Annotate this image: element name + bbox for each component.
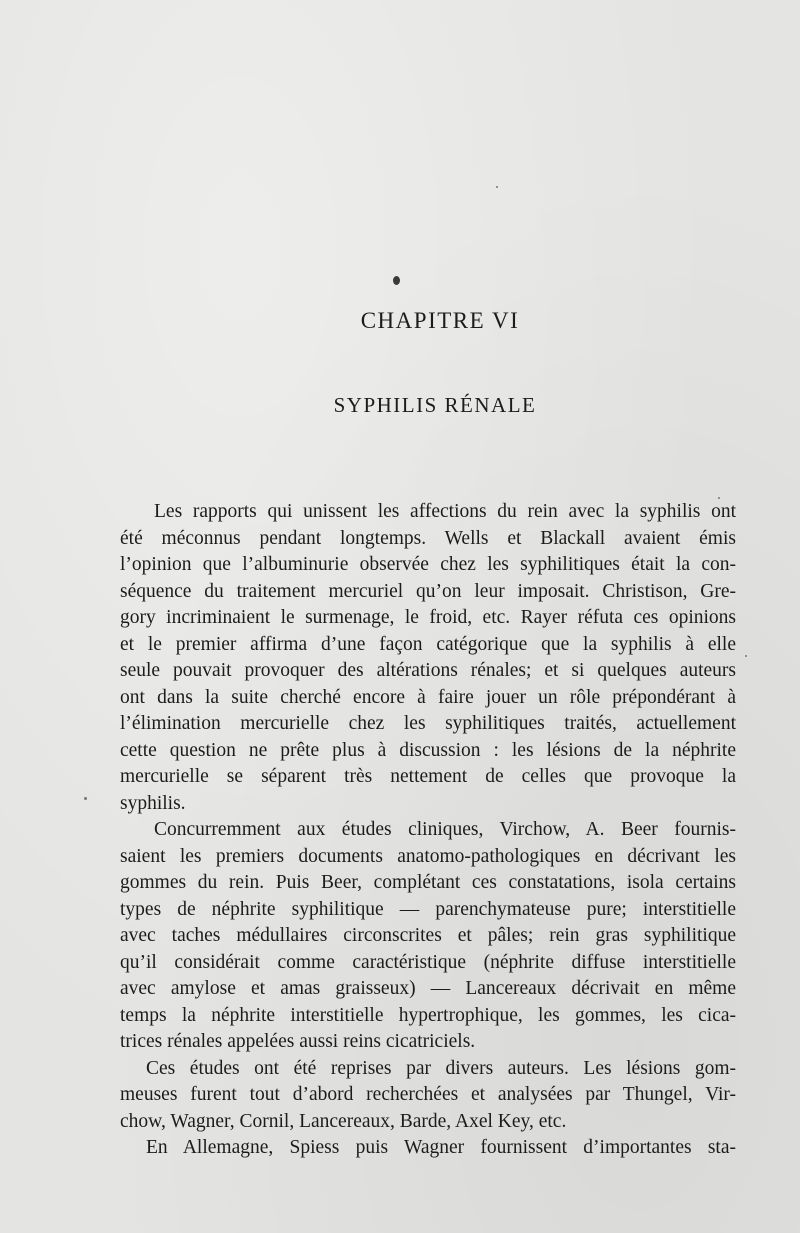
text-line: et le premier affirma d’une façon catégorique que la syphilis à elle (120, 633, 736, 655)
text-line: l’opinion que l’albuminurie observée chez les syphilitiques était la con- (120, 554, 736, 575)
text-line: saient les premiers documents anatomo-pathologiques en décrivant les (120, 845, 736, 867)
text-line: Les rapports qui unissent les affections du rein avec la syphilis ont (154, 501, 736, 522)
text-line: gommes du rein. Puis Beer, complétant ces constatations, isola certains (120, 872, 736, 893)
text-line: seule pouvait provoquer des altérations rénales; et si quelques auteurs (120, 660, 736, 681)
text-line: meuses furent tout d’abord recherchées et analysées par Thungel, Vir- (120, 1084, 736, 1105)
paper-speck (745, 655, 747, 657)
paper-speck (718, 497, 720, 499)
text-line: Concurremment aux études cliniques, Virchow, A. Beer fournis- (154, 819, 736, 840)
text-line: Ces études ont été reprises par divers auteurs. Les lésions gom- (146, 1057, 736, 1079)
paper-speck (84, 797, 87, 800)
text-line: mercurielle se séparent très nettement de celles que provoque la (120, 766, 736, 787)
text-line: qu’il considérait comme caractéristique (néphrite diffuse interstitielle (120, 951, 736, 973)
text-line: l’élimination mercurielle chez les syphilitiques traités, actuellement (120, 713, 736, 734)
text-line: ont dans la suite cherché encore à faire jouer un rôle prépondérant à (120, 686, 736, 708)
section-title: SYPHILIS RÉNALE (333, 393, 537, 417)
text-line: temps la néphrite interstitielle hypertrophique, les gommes, les cica- (120, 1004, 736, 1026)
text-line: séquence du traitement mercuriel qu’on leur imposait. Christison, Gre- (120, 580, 736, 602)
text-line: syphilis. (120, 792, 186, 814)
text-line: gory incriminaient le surmenage, le froid, etc. Rayer réfuta ces opinions (120, 607, 736, 628)
text-line: chow, Wagner, Cornil, Lancereaux, Barde, Axel Key, etc. (120, 1110, 567, 1132)
text-line: été méconnus pendant longtemps. Wells et Blackall avaient émis (120, 527, 736, 549)
ornament-dot (393, 276, 400, 285)
text-line: cette question ne prête plus à discussion : les lésions de la néphrite (120, 739, 736, 761)
body-text (120, 499, 736, 1162)
paper-speck (496, 186, 498, 188)
text-line: trices rénales appelées aussi reins cicatriciels. (120, 1031, 476, 1052)
text-line: avec taches médullaires circonscrites et pâles; rein gras syphilitique (120, 925, 736, 946)
text-line: En Allemagne, Spiess puis Wagner fournissent d’importantes sta- (146, 1137, 736, 1158)
text-line: types de néphrite syphilitique — parenchymateuse pure; interstitielle (120, 898, 736, 920)
text-line: avec amylose et amas graisseux) — Lancereaux décrivait en même (120, 978, 736, 999)
chapter-title: CHAPITRE VI (360, 308, 520, 333)
